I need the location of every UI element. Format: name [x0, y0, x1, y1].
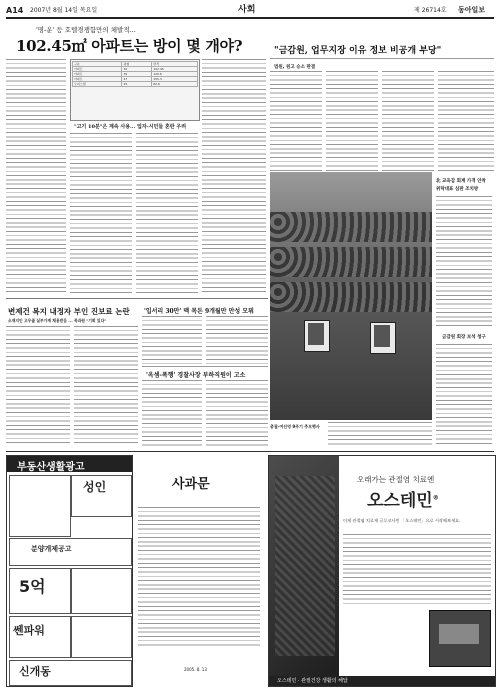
story-headline: 변제건 복지 내정자 부인 진보료 논란: [8, 307, 130, 316]
classified-ad: [6, 455, 133, 687]
ad-text: 쎈파워: [13, 624, 45, 637]
ad-brand: 오스테민®: [367, 491, 439, 511]
masthead: [6, 6, 494, 16]
ad-tagline: 오래가는 관절염 치료엔: [357, 475, 435, 484]
story-apartment: [6, 21, 268, 296]
ad-body: 이제 관절염 치료제 글루코사민 「오스테민」으로 시작해보세요.: [343, 518, 461, 523]
brief-headline: 위탁대표 심판 조치방: [436, 187, 479, 192]
ad-text: 분양개제공고: [31, 545, 72, 553]
paper-name: 동아일보: [458, 6, 486, 14]
protest-photo: [270, 172, 432, 420]
story-subheadline: 소재지인 고무줄 실부가계 채용받음 ... 목과원 "기회 있다": [8, 318, 107, 323]
story-headline: "금감원, 업무지장 이유 정보 비공개 부당": [274, 46, 442, 56]
ad-text: 신개동: [19, 665, 51, 678]
ad-text: 5억: [19, 577, 46, 596]
brief-headline: 北 교육감 회계 가격 안착: [436, 179, 486, 184]
story-welfare: [6, 300, 140, 448]
caption-text: [328, 422, 432, 448]
page-number: A14: [6, 6, 24, 15]
story-column-right: [142, 300, 268, 448]
sidebar-briefs: [434, 172, 494, 447]
story-headline: 102.45㎡ 아파트는 방이 몇 개야?: [16, 37, 243, 55]
body-column: [6, 59, 66, 295]
issue-number: 제 26714호: [414, 7, 447, 14]
apology-date: 2005. 8. 13: [184, 667, 207, 672]
body-column: [202, 59, 266, 295]
story-kicker: '명-운' 등 호텔경쟁함만의 체발적...: [36, 26, 136, 34]
area-table: 구분 평형 면적 아파트 32 102.45 아파트 39 129.6 아파트 47 155.3 오피스텔 25 82.6: [70, 59, 200, 121]
brief-headline: 금감원 회장 보석 청구: [442, 335, 486, 340]
body-column: [136, 133, 198, 295]
body-column: [70, 133, 132, 295]
story-headline: '입서리 30만' 맥 목돈 9개월만 만성 모뭐: [144, 308, 254, 315]
ad-footer: 오스테민 · 관절건강 생활의 해답: [277, 678, 348, 684]
story-headline: '옥셈-폭행' 경찰사장 부하직원이 고소: [146, 372, 246, 379]
issue-date: 2007년 8월 14일 목요일: [30, 7, 98, 14]
story-subheadline: "고기 10분"은 계속 사용... 업자-시민들 혼란 우려: [74, 124, 187, 130]
apology-notice: [134, 455, 264, 685]
photo-caption: 총궐-여선영 9주기 추모행사: [270, 424, 320, 429]
story-fss: [270, 21, 494, 171]
story-subheadline: 법원, 원고 승소 판결: [274, 65, 316, 70]
product-ad: [268, 455, 496, 687]
ad-title: 부동산생활광고: [17, 462, 85, 473]
masthead-rule: [6, 17, 494, 19]
apology-title: 사과문: [172, 477, 210, 492]
ad-text: 성인: [83, 480, 107, 494]
section-title: 사회: [238, 5, 256, 15]
